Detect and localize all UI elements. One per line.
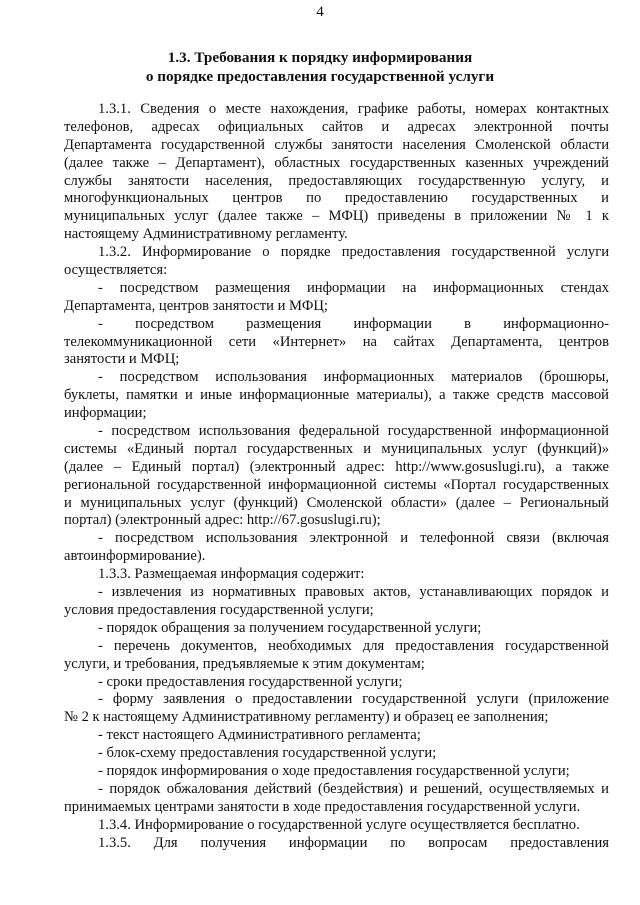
page-number: 4 [316, 4, 324, 20]
heading-line: 1.3. Требования к порядку информирования [167, 49, 473, 66]
text-line: - посредством использования федеральной государственной информационной [98, 423, 609, 440]
text-line: телекоммуникационной сети «Интернет» на сайтах Департамента, центров [64, 333, 609, 350]
text-line: - посредством использования электронной и телефонной связи (включая [98, 530, 609, 547]
text-line: Департамента, центров занятости и МФЦ; [64, 297, 328, 314]
text-line: 1.3.2. Информирование о порядке предоставления государственной услуги [98, 244, 609, 261]
text-line: - блок-схему предоставления государственной услуги; [98, 745, 437, 762]
section-heading [40, 48, 600, 86]
text-line: - порядок обращения за получением государственной услуги; [98, 619, 482, 636]
text-line: № 2 к настоящему Административному регламенту) и образец ее заполнения; [64, 709, 549, 726]
text-line: - посредством размещения информации на информационных стендах [98, 279, 609, 296]
text-line: - текст настоящего Административного регламента; [98, 727, 421, 744]
text-line: Департамента государственной службы занятости населения Смоленской области [64, 136, 609, 153]
text-line: 1.3.5. Для получения информации по вопросам предоставления [98, 834, 609, 851]
text-line: условия предоставления государственной услуги; [64, 601, 374, 618]
text-line: (далее также – Департамент), областных государственных казенных учреждений [64, 154, 609, 171]
text-line: - извлечения из нормативных правовых актов, устанавливающих порядок и [98, 584, 609, 601]
text-line: 1.3.4. Информирование о государственной услуге осуществляется бесплатно. [98, 816, 580, 833]
text-line: - посредством использования информационных материалов (брошюры, [98, 369, 609, 386]
text-line: буклеты, памятки и иные информационные материалы), а также средств массовой [64, 387, 609, 404]
text-line: настоящему Административному регламенту. [64, 226, 348, 243]
body-text [64, 101, 609, 852]
text-line: службы занятости населения, предоставляющих государственную услугу, и [64, 172, 609, 189]
text-line: (далее – Единый портал) (электронный адрес: http://www.gosuslugi.ru), а также [64, 458, 609, 475]
text-line: портал) (электронный адрес: http://67.gosuslugi.ru); [64, 512, 381, 529]
text-line: многофункциональных центров по предоставлению государственных и [64, 190, 609, 207]
text-line: - перечень документов, необходимых для предоставления государственной [98, 637, 609, 654]
text-line: осуществляется: [64, 262, 168, 279]
text-line: и муниципальных услуг (функций) Смоленской области» (далее – Региональный [64, 494, 609, 511]
text-line: занятости и МФЦ; [64, 351, 180, 368]
text-line: 1.3.3. Размещаемая информация содержит: [98, 566, 365, 583]
heading-line: о порядке предоставления государственной услуги [145, 68, 495, 85]
text-line: - порядок обжалования действий (бездействия) и решений, осуществляемых и [98, 780, 609, 797]
text-line: информации; [64, 405, 147, 422]
text-line: услуги, и требования, предъявляемые к этим документам; [64, 655, 425, 672]
text-line: - порядок информирования о ходе предоставления государственной услуги; [98, 762, 570, 779]
text-line: принимаемых центрами занятости в ходе предоставления государственной услуги. [64, 798, 581, 815]
text-line: - посредством размещения информации в информационно- [98, 315, 609, 332]
text-line: муниципальных услуг (далее также – МФЦ) приведены в приложении № 1 к [64, 208, 609, 225]
text-line: - форму заявления о предоставлении государственной услуги (приложение [98, 691, 609, 708]
text-line: региональной государственной информационной системы «Портал государственных [64, 476, 609, 493]
text-line: - сроки предоставления государственной услуги; [98, 673, 403, 690]
text-line: телефонов, адресах официальных сайтов и адресах электронной почты [64, 118, 609, 135]
text-line: автоинформирование). [64, 548, 206, 565]
text-line: 1.3.1. Сведения о месте нахождения, графике работы, номерах контактных [98, 101, 609, 117]
text-line: системы «Единый портал государственных и муниципальных услуг (функций)» [64, 440, 609, 457]
